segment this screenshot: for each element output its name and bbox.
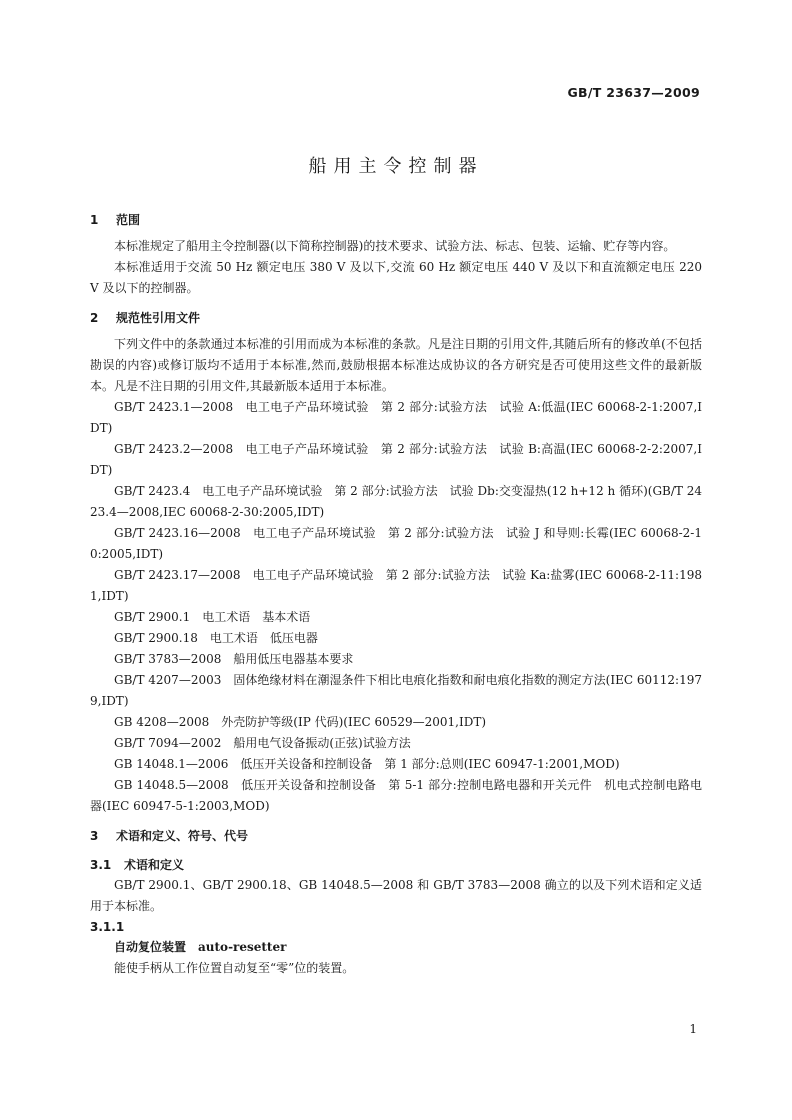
term-definition: 能使手柄从工作位置自动复至“零”位的装置。 bbox=[114, 961, 355, 975]
reference-item: GB/T 2423.2—2008 电工电子产品环境试验 第 2 部分:试验方法 试验 B:高温(IEC 60068-2-2:2007,IDT) bbox=[90, 442, 702, 477]
reference-item: GB 14048.1—2006 低压开关设备和控制设备 第 1 部分:总则(IEC 60947-1:2001,MOD) bbox=[114, 757, 620, 771]
section-3-1-1-heading bbox=[90, 917, 702, 937]
reference-item: GB/T 2423.17—2008 电工电子产品环境试验 第 2 部分:试验方法 试验 Ka:盐雾(IEC 60068-2-11:1981,IDT) bbox=[90, 568, 702, 603]
section-number: 3.1 bbox=[90, 858, 112, 872]
paragraph: 本标准适用于交流 50 Hz 额定电压 380 V 及以下,交流 60 Hz 额定电压 440 V 及以下和直流额定电压 220 V 及以下的控制器。 bbox=[90, 260, 702, 295]
term-chinese: 自动复位装置 bbox=[114, 940, 187, 954]
reference-item: GB/T 2423.16—2008 电工电子产品环境试验 第 2 部分:试验方法 试验 J 和导则:长霉(IEC 60068-2-10:2005,IDT) bbox=[90, 526, 702, 561]
section-number: 2 bbox=[90, 311, 99, 325]
term-english: auto-resetter bbox=[198, 940, 287, 954]
section-number: 1 bbox=[90, 213, 99, 227]
section-number: 3 bbox=[90, 829, 99, 843]
page-number: 1 bbox=[689, 1022, 697, 1036]
term-entry bbox=[90, 937, 702, 958]
paragraph: 本标准规定了船用主令控制器(以下简称控制器)的技术要求、试验方法、标志、包装、运输、贮存等内容。 bbox=[114, 239, 676, 253]
reference-item: GB/T 2423.4 电工电子产品环境试验 第 2 部分:试验方法 试验 Db:交变湿热(12 h+12 h 循环)(GB/T 2423.4—2008,IEC 60068-2-30:2005,IDT) bbox=[90, 484, 702, 519]
reference-item: GB/T 2423.1—2008 电工电子产品环境试验 第 2 部分:试验方法 试验 A:低温(IEC 60068-2-1:2007,IDT) bbox=[90, 400, 702, 435]
reference-item: GB/T 7094—2002 船用电气设备振动(正弦)试验方法 bbox=[114, 736, 411, 750]
reference-item: GB/T 4207—2003 固体绝缘材料在潮湿条件下相比电痕化指数和耐电痕化指数的测定方法(IEC 60112:1979,IDT) bbox=[90, 673, 702, 708]
section-title: 规范性引用文件 bbox=[116, 311, 201, 325]
section-number: 3.1.1 bbox=[90, 920, 125, 934]
section-3-heading bbox=[90, 826, 702, 846]
reference-item: GB/T 3783—2008 船用低压电器基本要求 bbox=[114, 652, 354, 666]
section-1-heading bbox=[90, 210, 702, 230]
paragraph: 下列文件中的条款通过本标准的引用而成为本标准的条款。凡是注日期的引用文件,其随后所有的修改单(不包括勘误的内容)或修订版均不适用于本标准,然而,鼓励根据本标准达成协议的各方研究是否可使用这些文件的最新版本。凡是不注日期的引用文件,其最新版本适用于本标准。 bbox=[90, 337, 702, 393]
section-3-1-heading bbox=[90, 855, 702, 875]
reference-item: GB 14048.5—2008 低压开关设备和控制设备 第 5-1 部分:控制电路电器和开关元件 机电式控制电路电器(IEC 60947-5-1:2003,MOD) bbox=[90, 778, 702, 813]
reference-item: GB/T 2900.18 电工术语 低压电器 bbox=[114, 631, 318, 645]
standard-code: GB/T 23637—2009 bbox=[567, 85, 700, 100]
document-title: 船用主令控制器 bbox=[308, 156, 484, 177]
section-2-heading bbox=[90, 308, 702, 328]
reference-item: GB/T 2900.1 电工术语 基本术语 bbox=[114, 610, 311, 624]
reference-item: GB 4208—2008 外壳防护等级(IP 代码)(IEC 60529—2001,IDT) bbox=[114, 715, 487, 729]
paragraph: GB/T 2900.1、GB/T 2900.18、GB 14048.5—2008 和 GB/T 3783—2008 确立的以及下列术语和定义适用于本标准。 bbox=[90, 878, 702, 913]
section-title: 术语和定义 bbox=[124, 858, 185, 872]
document-body bbox=[90, 210, 702, 979]
section-title: 术语和定义、符号、代号 bbox=[116, 829, 249, 843]
section-title: 范围 bbox=[116, 213, 141, 227]
